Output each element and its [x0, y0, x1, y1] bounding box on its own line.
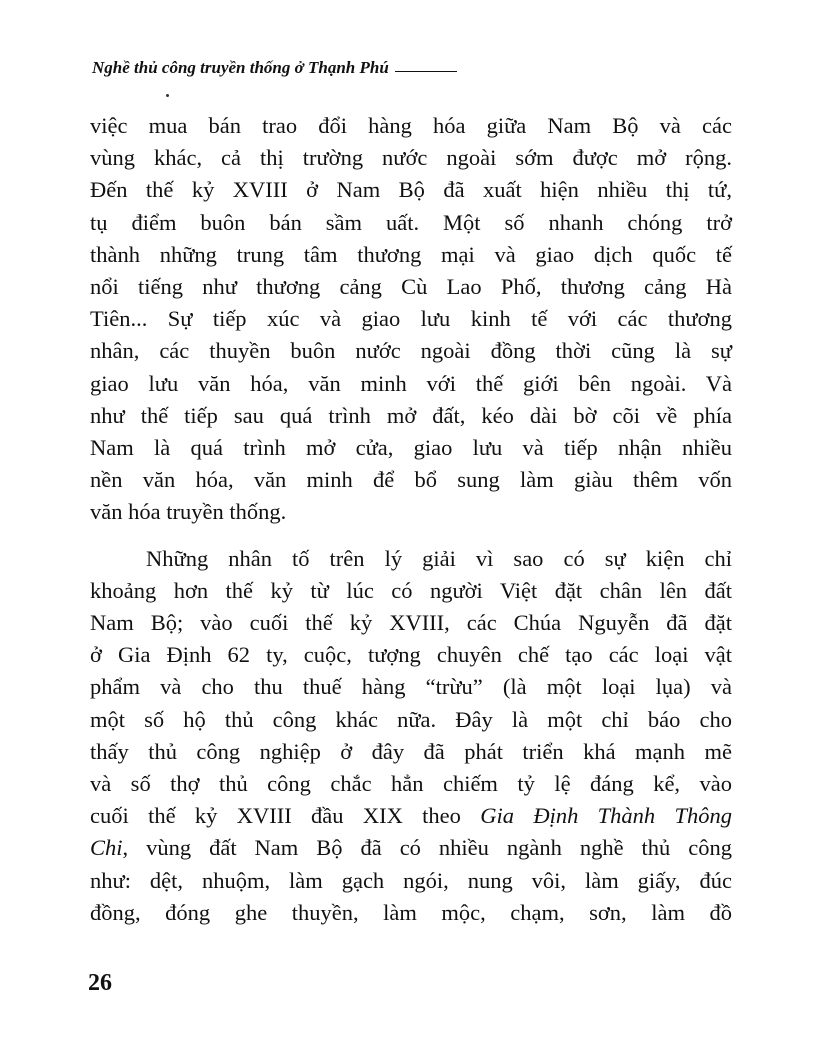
text-line: văn hóa truyền thống. — [90, 499, 287, 525]
text-line: việc mua bán trao đổi hàng hóa giữa Nam Bộ và các — [90, 113, 732, 138]
paragraph-1 — [90, 110, 732, 529]
print-speck — [166, 94, 169, 97]
text-line: thấy thủ công nghiệp ở đây đã phát triển khá mạnh mẽ — [90, 738, 732, 764]
text-line: vùng khác, cả thị trường nước ngoài sớm được mở rộng. — [90, 145, 732, 171]
header-rule — [395, 71, 457, 72]
body-text — [90, 110, 732, 929]
paragraph-2 — [90, 543, 732, 929]
page-number: 26 — [88, 970, 112, 996]
text-line: như thế tiếp sau quá trình mở đất, kéo dài bờ cõi về phía — [90, 402, 732, 428]
text-line — [90, 800, 732, 832]
text-line: khoảng hơn thế kỷ từ lúc có người Việt đặt chân lên đất — [90, 577, 732, 603]
text-line: phẩm và cho thu thuế hàng “trừu” (là một loại lụa) và — [90, 674, 732, 700]
text-line — [90, 832, 732, 864]
text-line: nền văn hóa, văn minh để bổ sung làm giàu thêm vốn — [90, 467, 732, 493]
text-line: ở Gia Định 62 ty, cuộc, tượng chuyên chế tạo các loại vật — [90, 642, 732, 668]
text-line: giao lưu văn hóa, văn minh với thế giới bên ngoài. Và — [90, 370, 732, 396]
text-line: Tiên... Sự tiếp xúc và giao lưu kinh tế với các thương — [90, 306, 732, 332]
text-line: thành những trung tâm thương mại và giao dịch quốc tế — [90, 241, 732, 267]
text-line: Nam là quá trình mở cửa, giao lưu và tiếp nhận nhiều — [90, 435, 732, 461]
text-line: nhân, các thuyền buôn nước ngoài đồng thời cũng là sự — [90, 338, 732, 364]
line-prefix: cuối thế kỷ XVIII đầu XIX theo — [90, 803, 461, 829]
line-suffix: , vùng đất Nam Bộ đã có nhiều ngành nghề thủ công — [122, 835, 732, 861]
text-line: Nam Bộ; vào cuối thế kỷ XVIII, các Chúa Nguyễn đã đặt — [90, 610, 732, 636]
text-line: Đến thế kỷ XVIII ở Nam Bộ đã xuất hiện nhiều thị tứ, — [90, 177, 732, 203]
book-title: Gia Định Thành Thông — [480, 803, 733, 829]
text-line: như: dệt, nhuộm, làm gạch ngói, nung vôi, làm giấy, đúc — [90, 867, 732, 893]
running-title: Nghề thủ công truyền thống ở Thạnh Phú — [92, 58, 389, 77]
text-line: và số thợ thủ công chắc hẳn chiếm tỷ lệ đáng kể, vào — [90, 771, 732, 797]
paragraph-gap — [90, 529, 732, 543]
text-line: một số hộ thủ công khác nữa. Đây là một chỉ báo cho — [90, 706, 732, 732]
running-header — [92, 58, 592, 78]
book-title-end: Chi — [90, 835, 123, 861]
text-line: Những nhân tố trên lý giải vì sao có sự kiện chỉ — [146, 545, 732, 571]
text-line: nổi tiếng như thương cảng Cù Lao Phố, thương cảng Hà — [90, 274, 732, 300]
text-line: tụ điểm buôn bán sầm uất. Một số nhanh chóng trở — [90, 209, 732, 235]
text-line: đồng, đóng ghe thuyền, làm mộc, chạm, sơn, làm đồ — [90, 899, 732, 925]
